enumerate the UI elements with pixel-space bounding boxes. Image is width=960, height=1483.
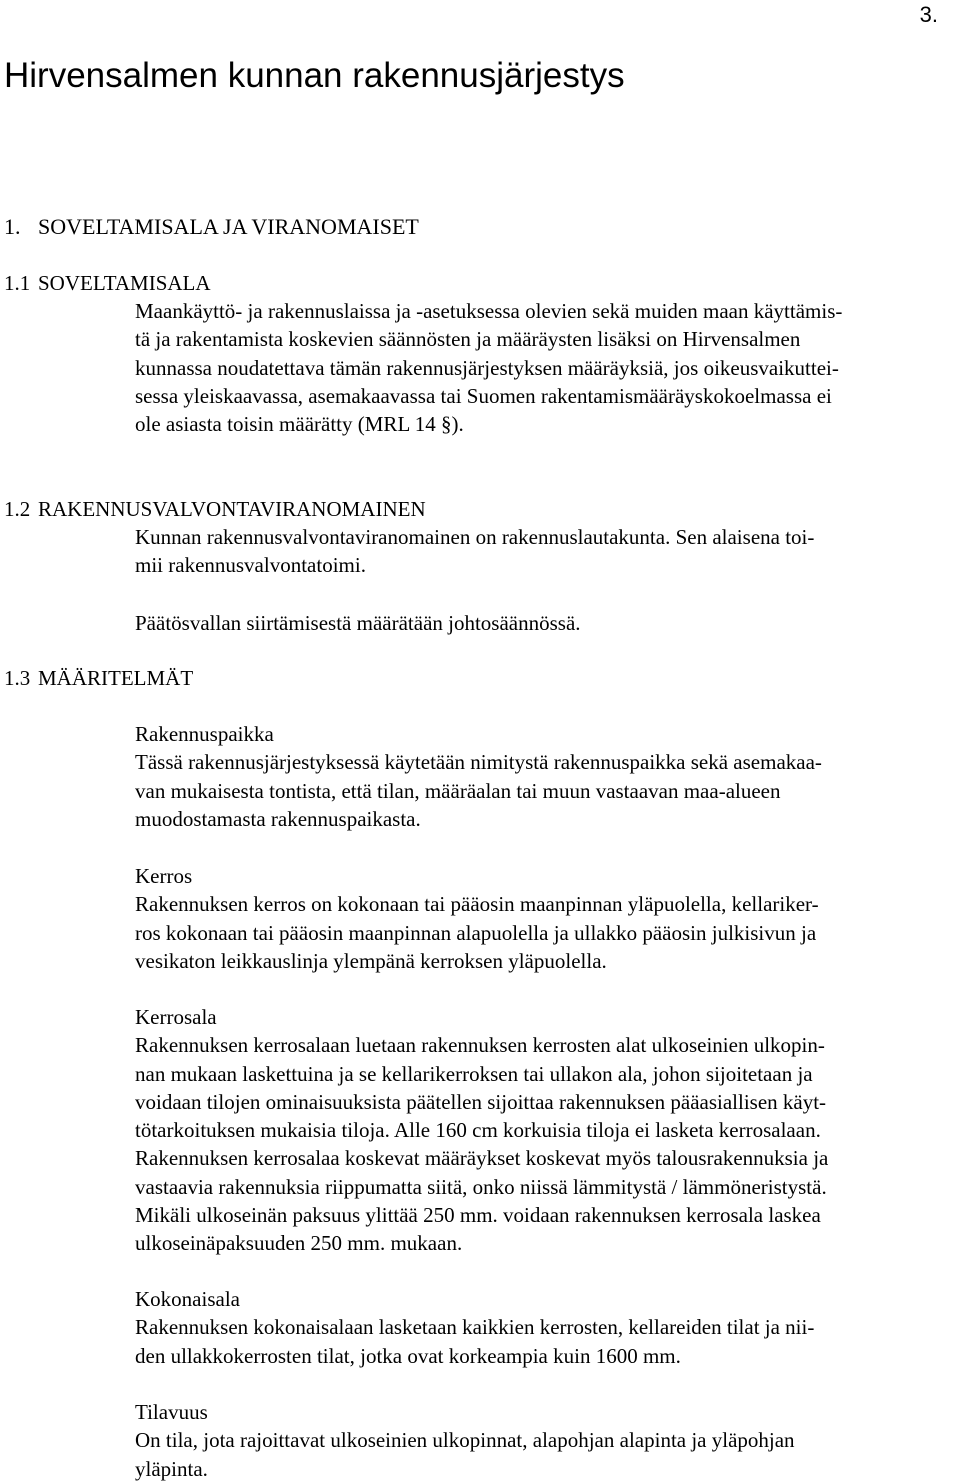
text-line: muodostamasta rakennuspaikasta. [135, 806, 421, 831]
text-line: Rakennuksen kerrosalaan luetaan rakennuksen kerrosten alat ulkoseinien ulkopin- [135, 1033, 825, 1058]
text-line: mii rakennusvalvontatoimi. [135, 553, 366, 578]
text-line: Rakennuksen kerros on kokonaan tai pääosin maanpinnan yläpuolella, kellariker- [135, 892, 819, 917]
text-line: Rakennuksen kokonaisalaan lasketaan kaikkien kerrosten, kellareiden tilat ja nii- [135, 1315, 815, 1340]
text-line: vesikaton leikkauslinja ylempänä kerroksen yläpuolella. [135, 948, 607, 973]
section-number: 1.2 [4, 497, 31, 521]
text-line: Rakennuksen kerrosalaa koskevat määräykset koskevat myös talousrakennuksia ja [135, 1146, 829, 1171]
section-1-2-heading [4, 496, 426, 522]
definition-term: Tilavuus [135, 1400, 208, 1424]
text-line: kunnassa noudatettava tämän rakennusjärjestyksen määräyksiä, jos oikeusvaikuttei- [135, 355, 839, 380]
section-1-2-note [135, 609, 950, 637]
text-line: yläpinta. [135, 1456, 208, 1481]
section-number: 1. [4, 214, 21, 239]
definition-tilavuus [135, 1398, 950, 1483]
text-line: Kunnan rakennusvalvontaviranomainen on rakennuslautakunta. Sen alaisena toi- [135, 525, 815, 549]
text-line: tötarkoituksen mukaisia tiloja. Alle 160 cm korkuisia tiloja ei lasketa kerrosalaan. [135, 1118, 821, 1143]
definition-rakennuspaikka [135, 720, 950, 833]
section-1-2-body [135, 523, 950, 580]
text-line: Mikäli ulkoseinän paksuus ylittää 250 mm. voidaan rakennuksen kerrosala laskea [135, 1203, 821, 1228]
text-line: Maankäyttö- ja rakennuslaissa ja -asetuksessa olevien sekä muiden maan käyttämis- [135, 299, 843, 323]
text-line: nan mukaan laskettuina ja se kellarikerroksen tai ullakon ala, johon sijoitetaan ja [135, 1061, 813, 1086]
section-1-3-heading [4, 665, 193, 691]
definition-term: Kerrosala [135, 1005, 217, 1029]
section-title: RAKENNUSVALVONTAVIRANOMAINEN [38, 497, 426, 521]
definition-kerrosala [135, 1003, 950, 1258]
text-line: ole asiasta toisin määrätty (MRL 14 §). [135, 412, 464, 437]
text-line: Päätösvallan siirtämisestä määrätään johtosäännössä. [135, 611, 581, 635]
definition-term: Kokonaisala [135, 1287, 240, 1311]
section-title: MÄÄRITELMÄT [38, 666, 194, 690]
text-line: den ullakkokerrosten tilat, jotka ovat korkeampia kuin 1600 mm. [135, 1343, 681, 1368]
section-title: SOVELTAMISALA [38, 271, 211, 295]
definition-kerros [135, 862, 950, 975]
text-line: tä ja rakentamista koskevien säännösten ja määräysten lisäksi on Hirvensalmen [135, 327, 801, 352]
section-1-1-body [135, 297, 950, 438]
definition-term: Rakennuspaikka [135, 722, 274, 746]
definition-kokonaisala [135, 1285, 950, 1370]
text-line: On tila, jota rajoittavat ulkoseinien ulkopinnat, alapohjan alapinta ja yläpohjan [135, 1428, 795, 1453]
text-line: van mukaisesta tontista, että tilan, määräalan tai muun vastaavan maa-alueen [135, 778, 781, 803]
text-line: ulkoseinäpaksuuden 250 mm. mukaan. [135, 1231, 463, 1256]
section-1-heading [4, 214, 419, 240]
page-number: 3. [919, 2, 938, 27]
text-line: vastaavia rakennuksia riippumatta siitä, onko niissä lämmitystä / lämmöneristystä. [135, 1174, 827, 1199]
document-title: Hirvensalmen kunnan rakennusjärjestys [4, 56, 625, 95]
text-line: Tässä rakennusjärjestyksessä käytetään nimitystä rakennuspaikka sekä asemakaa- [135, 750, 822, 775]
definition-term: Kerros [135, 864, 193, 888]
section-number: 1.3 [4, 666, 31, 690]
text-line: sessa yleiskaavassa, asemakaavassa tai Suomen rakentamismääräyskokoelmassa ei [135, 383, 832, 408]
text-line: ros kokonaan tai pääosin maanpinnan alapuolella ja ullakko pääosin julkisivun ja [135, 920, 817, 945]
section-1-1-heading [4, 270, 211, 296]
section-title: SOVELTAMISALA JA VIRANOMAISET [38, 214, 419, 239]
section-number: 1.1 [4, 271, 31, 295]
text-line: voidaan tilojen ominaisuuksista päätellen sijoittaa rakennuksen pääasiallisen käyt- [135, 1089, 827, 1114]
